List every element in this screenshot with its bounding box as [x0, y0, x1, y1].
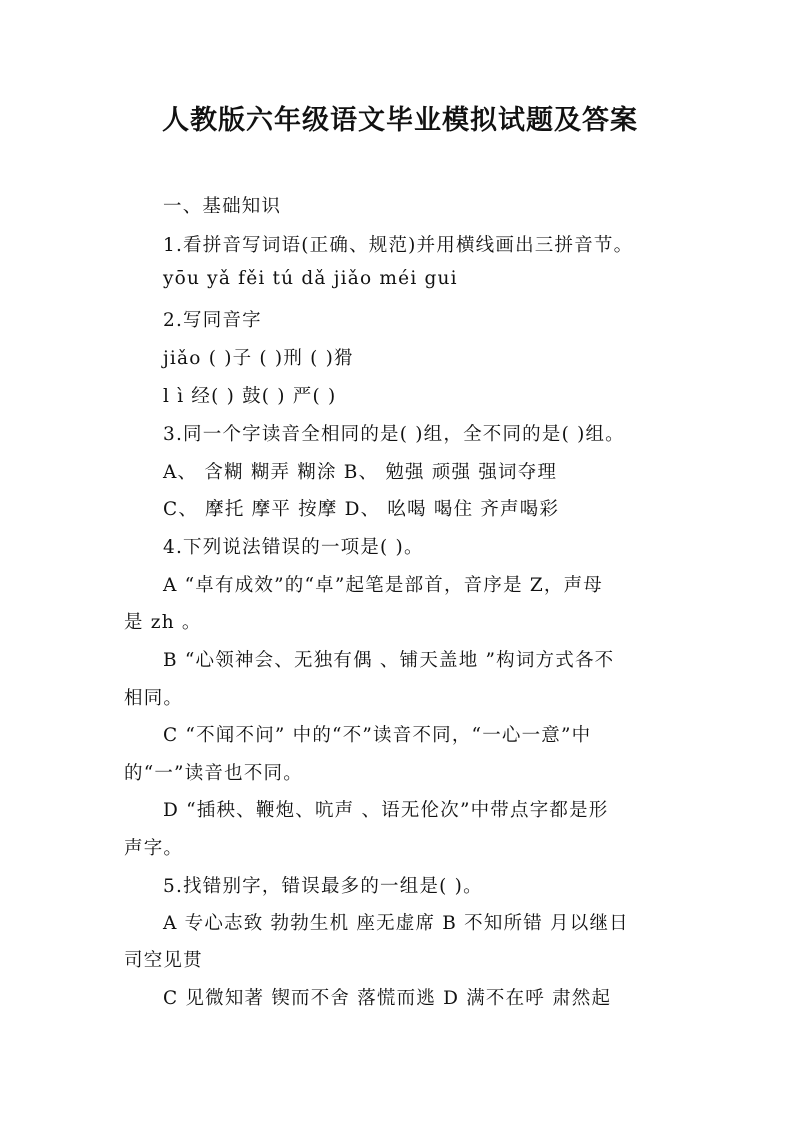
- question-4-option-a-cont: 是 zh 。: [124, 612, 202, 633]
- pinyin-line: yōu yǎ fěi tú dǎ jiǎo méi gui: [163, 268, 458, 289]
- question-4-option-a: A “卓有成效”的“卓”起笔是部首，音序是 Z，声母: [163, 575, 604, 596]
- question-4: 4.下列说法错误的一项是( )。: [163, 537, 424, 558]
- question-2-row-1: jiǎo ( )子 ( )刑 ( )猾: [163, 348, 354, 369]
- question-4-option-d: D “插秧、鞭炮、吭声 、语无伦次”中带点字都是形: [163, 800, 609, 821]
- question-3: 3.同一个字读音全相同的是( )组，全不同的是( )组。: [163, 424, 625, 445]
- question-5-options-ab-cont: 司空见贯: [124, 950, 203, 971]
- question-4-option-b-cont: 相同。: [124, 688, 184, 709]
- question-4-option-c: C “不闻不问” 中的“不”读音不同，“一心一意”中: [163, 725, 592, 746]
- question-2: 2.写同音字: [163, 310, 262, 331]
- page-title: 人教版六年级语文毕业模拟试题及答案: [162, 105, 638, 136]
- question-4-option-c-cont: 的“一”读音也不同。: [124, 763, 303, 784]
- section-heading: 一、基础知识: [163, 196, 282, 217]
- question-3-options-ab: A、 含糊 糊弄 糊涂 B、 勉强 顽强 强词夺理: [163, 462, 558, 483]
- question-2-row-2: l ì 经( ) 鼓( ) 严( ): [163, 386, 337, 407]
- question-5: 5.找错别字，错误最多的一组是( )。: [163, 876, 483, 897]
- question-4-option-b: B “心领神会、无独有偶 、铺天盖地 ”构词方式各不: [163, 650, 615, 671]
- question-4-option-d-cont: 声字。: [124, 838, 184, 859]
- question-1: 1.看拼音写词语(正确、规范)并用横线画出三拼音节。: [163, 235, 634, 256]
- question-5-options-cd: C 见微知著 锲而不舍 落慌而逃 D 满不在呼 肃然起: [163, 988, 612, 1009]
- question-5-options-ab: A 专心志致 勃勃生机 座无虚席 B 不知所错 月以继日: [163, 913, 629, 934]
- question-3-options-cd: C、 摩托 摩平 按摩 D、 吆喝 喝住 齐声喝彩: [163, 499, 560, 520]
